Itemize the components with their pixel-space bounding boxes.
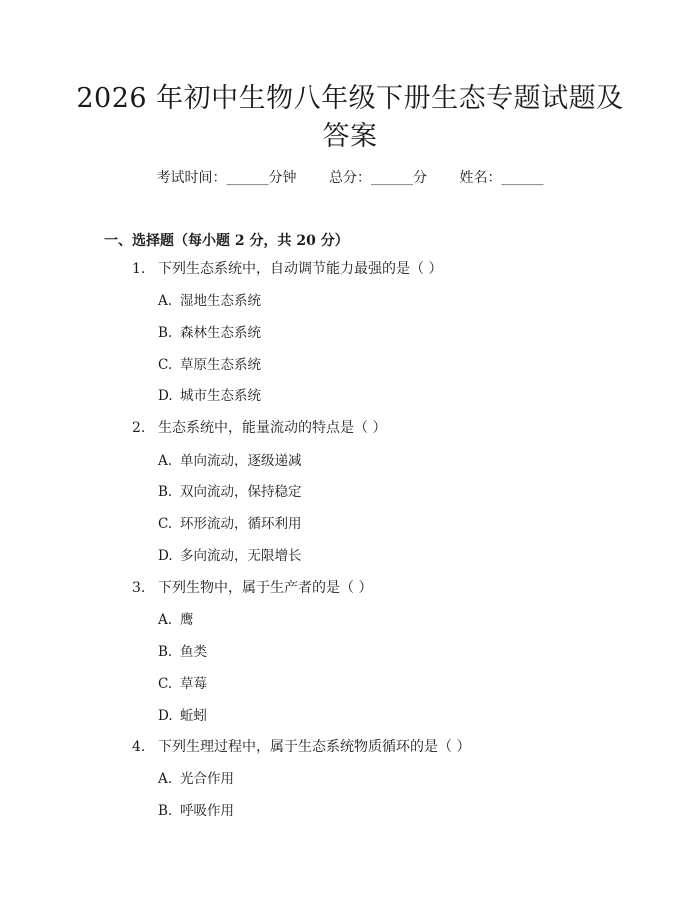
question-2 [132, 418, 386, 438]
option-text: 森林生态系统 [180, 325, 261, 341]
option-letter: D. [158, 548, 173, 564]
question-3-option-c [158, 674, 207, 694]
question-number: 4. [132, 739, 146, 755]
section-heading-choice: 一、选择题（每小题 2 分，共 20 分） [104, 233, 349, 249]
option-text: 环形流动，循环利用 [180, 516, 302, 532]
question-2-option-c [158, 514, 302, 534]
question-number: 2. [132, 420, 146, 436]
option-letter: B. [158, 803, 173, 819]
question-1-option-a [158, 291, 261, 311]
exam-info-row [0, 168, 700, 188]
question-4-option-a [158, 769, 234, 789]
option-letter: A. [158, 612, 173, 628]
option-letter: D. [158, 388, 173, 404]
question-3-option-a [158, 610, 194, 630]
option-text: 城市生态系统 [180, 388, 261, 404]
option-letter: D. [158, 708, 173, 724]
option-text: 蚯蚓 [180, 708, 207, 724]
question-number: 1. [132, 261, 146, 277]
title-line-2: 答案 [322, 121, 378, 152]
question-text: 下列生物中，属于生产者的是（ ） [158, 580, 373, 596]
option-letter: B. [158, 484, 173, 500]
option-text: 湿地生态系统 [180, 293, 261, 309]
exam-time-field: 考试时间：______分钟 [156, 170, 297, 186]
option-letter: B. [158, 325, 173, 341]
question-text: 下列生态系统中，自动调节能力最强的是（ ） [158, 261, 443, 277]
question-text: 下列生理过程中，属于生态系统物质循环的是（ ） [158, 739, 471, 755]
total-score-field: 总分：______分 [329, 170, 427, 186]
option-text: 双向流动，保持稳定 [180, 484, 302, 500]
option-text: 鹰 [180, 612, 194, 628]
question-1 [132, 259, 442, 279]
question-3-option-b [158, 642, 207, 662]
question-1-option-c [158, 355, 261, 375]
option-text: 呼吸作用 [180, 803, 234, 819]
option-letter: C. [158, 676, 173, 692]
option-text: 鱼类 [180, 644, 207, 660]
question-4-option-b [158, 801, 234, 821]
question-1-option-d [158, 386, 261, 406]
option-letter: B. [158, 644, 173, 660]
student-name-field: 姓名：______ [459, 170, 544, 186]
question-2-option-d [158, 546, 302, 566]
title-line-1: 2026 年初中生物八年级下册生态专题试题及 [76, 83, 624, 114]
option-text: 单向流动，逐级递减 [180, 453, 302, 469]
option-text: 草原生态系统 [180, 357, 261, 373]
option-letter: C. [158, 357, 173, 373]
document-title [60, 80, 640, 156]
option-text: 多向流动，无限增长 [180, 548, 302, 564]
question-2-option-a [158, 451, 302, 471]
option-letter: A. [158, 453, 173, 469]
option-letter: C. [158, 516, 173, 532]
option-letter: A. [158, 771, 173, 787]
option-letter: A. [158, 293, 173, 309]
question-3-option-d [158, 706, 207, 726]
question-number: 3. [132, 580, 146, 596]
question-text: 生态系统中，能量流动的特点是（ ） [158, 420, 387, 436]
question-3 [132, 578, 372, 598]
option-text: 草莓 [180, 676, 207, 692]
question-4 [132, 737, 470, 757]
option-text: 光合作用 [180, 771, 234, 787]
question-2-option-b [158, 482, 302, 502]
question-1-option-b [158, 323, 261, 343]
